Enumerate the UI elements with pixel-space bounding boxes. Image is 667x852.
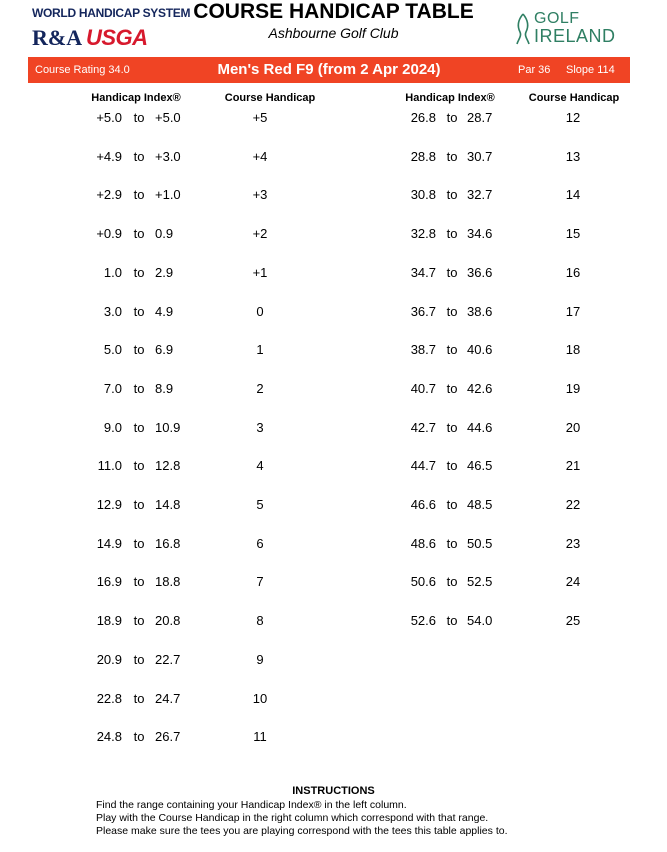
instructions-title: INSTRUCTIONS xyxy=(292,785,375,797)
range-high: 34.6 xyxy=(467,226,493,242)
range-to: to xyxy=(133,497,145,512)
range-to: to xyxy=(133,613,145,629)
range-to: to xyxy=(133,264,145,280)
range-high: 40.6 xyxy=(467,342,493,358)
range-high: 18.8 xyxy=(155,574,181,590)
course-handicap: 21 xyxy=(565,458,581,474)
left-index-header: Handicap Index® xyxy=(91,92,181,104)
range-high: +5.0 xyxy=(155,110,181,125)
range-to: to xyxy=(133,187,145,203)
par-value: Par 36 xyxy=(518,64,551,76)
range-high: 20.8 xyxy=(155,613,181,629)
range-high: 22.7 xyxy=(155,651,181,667)
course-handicap: 1 xyxy=(256,342,264,358)
page-title: COURSE HANDICAP TABLE xyxy=(193,0,474,23)
course-handicap: 20 xyxy=(565,419,581,435)
range-high: 42.6 xyxy=(467,380,493,396)
range-to: to xyxy=(133,342,145,358)
range-high: 0.9 xyxy=(155,226,174,242)
range-low: 52.6 xyxy=(410,613,436,629)
course-handicap: 6 xyxy=(256,535,264,551)
range-high: 36.6 xyxy=(467,264,493,280)
range-to: to xyxy=(446,574,458,590)
range-low: 14.9 xyxy=(96,535,122,551)
course-handicap: 17 xyxy=(565,303,581,319)
range-high: 32.7 xyxy=(467,187,493,203)
instruction-line: Play with the Course Handicap in the right column which correspond with that range. xyxy=(96,812,489,824)
range-high: 12.8 xyxy=(155,458,181,474)
course-handicap: 25 xyxy=(565,613,581,629)
range-low: +5.0 xyxy=(96,110,122,125)
left-course-header: Course Handicap xyxy=(224,92,316,104)
range-low: 44.7 xyxy=(410,458,436,474)
course-handicap: 2 xyxy=(256,380,264,396)
range-to: to xyxy=(133,651,145,667)
range-high: +3.0 xyxy=(155,148,181,164)
range-to: to xyxy=(133,226,145,242)
range-high: 4.9 xyxy=(155,303,174,319)
instruction-line: Find the range containing your Handicap Index® in the left column. xyxy=(96,799,407,811)
course-handicap: 13 xyxy=(565,148,581,164)
range-high: 2.9 xyxy=(155,264,174,280)
usga-logo: USGA xyxy=(86,25,148,50)
range-high: 30.7 xyxy=(467,148,493,164)
range-high: 10.9 xyxy=(155,419,181,435)
range-to: to xyxy=(446,187,458,203)
course-handicap: 23 xyxy=(565,535,581,551)
range-low: 9.0 xyxy=(103,419,122,435)
range-low: 28.8 xyxy=(410,148,436,164)
range-to: to xyxy=(133,574,145,590)
range-low: 20.9 xyxy=(96,651,122,667)
range-low: 32.8 xyxy=(410,226,436,242)
range-low: 30.8 xyxy=(410,187,436,203)
course-handicap: 3 xyxy=(256,419,264,435)
range-high: 44.6 xyxy=(467,419,493,435)
range-to: to xyxy=(133,380,145,396)
golf-ireland-top: GOLF xyxy=(534,10,580,27)
course-handicap: +4 xyxy=(252,148,268,164)
range-low: 40.7 xyxy=(410,380,436,396)
range-to: to xyxy=(446,380,458,396)
tee-name: Men's Red F9 (from 2 Apr 2024) xyxy=(217,61,441,78)
range-low: 42.7 xyxy=(410,419,436,435)
course-handicap: 14 xyxy=(565,187,581,203)
range-to: to xyxy=(446,535,458,551)
range-to: to xyxy=(446,458,458,474)
range-low: +4.9 xyxy=(96,148,122,164)
range-high: 24.7 xyxy=(155,690,181,706)
range-low: 5.0 xyxy=(103,342,122,358)
range-to: to xyxy=(446,264,458,280)
course-handicap: 10 xyxy=(252,690,268,706)
slope-value: Slope 114 xyxy=(566,64,615,76)
whs-logo-text: WORLD HANDICAP SYSTEM xyxy=(32,6,191,20)
range-low: 18.9 xyxy=(96,613,122,629)
range-low: 1.0 xyxy=(103,264,122,280)
range-high: 6.9 xyxy=(155,342,174,358)
range-to: to xyxy=(133,419,145,435)
range-to: to xyxy=(133,148,145,164)
course-handicap: 16 xyxy=(565,264,581,280)
range-low: 3.0 xyxy=(103,303,122,319)
course-handicap: +3 xyxy=(252,187,268,203)
golf-ireland-bottom: IRELAND xyxy=(534,26,616,46)
range-to: to xyxy=(133,535,145,551)
instruction-line: Please make sure the tees you are playing correspond with the tees this table applies to. xyxy=(96,825,508,837)
range-high: 54.0 xyxy=(467,613,493,629)
course-handicap: 15 xyxy=(565,226,581,242)
course-handicap: 18 xyxy=(565,342,581,358)
course-handicap: 8 xyxy=(256,613,264,629)
right-course-header: Course Handicap xyxy=(528,92,620,104)
course-handicap: 0 xyxy=(256,303,264,319)
range-low: 22.8 xyxy=(96,690,122,706)
club-name: Ashbourne Golf Club xyxy=(268,25,399,41)
course-handicap: 22 xyxy=(565,497,581,512)
range-to: to xyxy=(133,303,145,319)
range-high: 46.5 xyxy=(467,458,493,474)
range-high: 38.6 xyxy=(467,303,493,319)
course-handicap: 4 xyxy=(256,458,264,474)
range-low: 26.8 xyxy=(410,110,436,125)
range-to: to xyxy=(446,497,458,512)
tee-info-band xyxy=(28,57,630,83)
range-to: to xyxy=(446,148,458,164)
range-to: to xyxy=(133,729,145,745)
range-low: 48.6 xyxy=(410,535,436,551)
course-handicap: 19 xyxy=(565,380,581,396)
right-index-header: Handicap Index® xyxy=(405,92,495,104)
range-low: 12.9 xyxy=(96,497,122,512)
range-high: 52.5 xyxy=(467,574,493,590)
range-high: 16.8 xyxy=(155,535,181,551)
range-to: to xyxy=(133,110,145,125)
range-high: 50.5 xyxy=(467,535,493,551)
range-low: +2.9 xyxy=(96,187,122,203)
course-handicap: 5 xyxy=(256,497,264,512)
range-high: 8.9 xyxy=(155,380,174,396)
range-to: to xyxy=(446,613,458,629)
range-low: 24.8 xyxy=(96,729,122,745)
course-handicap: 24 xyxy=(565,574,581,590)
range-high: 26.7 xyxy=(155,729,181,745)
range-high: 48.5 xyxy=(467,497,493,512)
course-rating: Course Rating 34.0 xyxy=(35,64,130,76)
range-to: to xyxy=(133,458,145,474)
range-high: +1.0 xyxy=(155,187,181,203)
range-to: to xyxy=(446,342,458,358)
range-to: to xyxy=(446,419,458,435)
range-to: to xyxy=(446,303,458,319)
course-handicap: 7 xyxy=(256,574,264,590)
range-low: +0.9 xyxy=(96,226,122,242)
range-high: 14.8 xyxy=(155,497,181,512)
range-low: 46.6 xyxy=(410,497,436,512)
range-to: to xyxy=(446,226,458,242)
course-handicap: 12 xyxy=(565,110,581,125)
range-low: 7.0 xyxy=(103,380,122,396)
range-low: 16.9 xyxy=(96,574,122,590)
course-handicap: +2 xyxy=(252,226,268,242)
range-to: to xyxy=(133,690,145,706)
course-handicap: 11 xyxy=(253,729,267,745)
ra-logo: R&A xyxy=(32,25,83,50)
course-handicap: +5 xyxy=(252,110,268,125)
course-handicap: 9 xyxy=(256,651,264,667)
range-low: 34.7 xyxy=(410,264,436,280)
course-handicap: +1 xyxy=(252,264,268,280)
range-low: 50.6 xyxy=(410,574,436,590)
range-to: to xyxy=(446,110,458,125)
range-low: 11.0 xyxy=(97,458,122,474)
range-high: 28.7 xyxy=(467,110,493,125)
range-low: 38.7 xyxy=(410,342,436,358)
range-low: 36.7 xyxy=(410,303,436,319)
